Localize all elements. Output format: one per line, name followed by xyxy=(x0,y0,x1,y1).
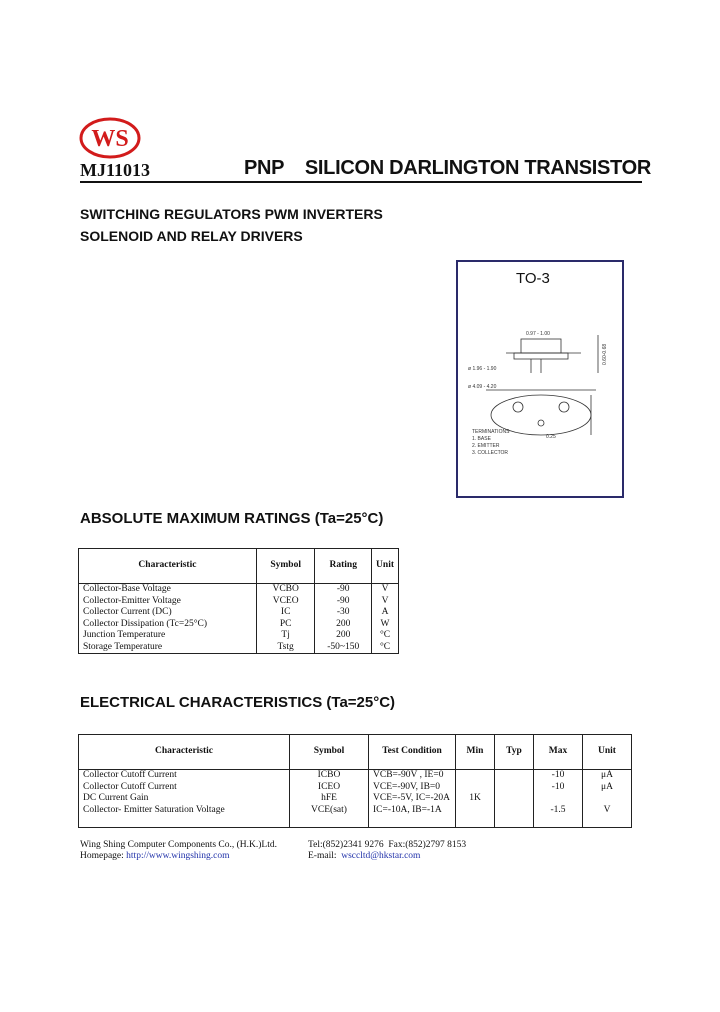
table-row: Collector Cutoff Current Collector Cutoff Current DC Current Gain Collector- Emitter Saturation Voltage ICBO ICEO hFE VCE(sat) VCB=-90V , IE=0 VCE=-90V, IB=0 VCE=-5V, IC=-20A IC=-10A, IB=-1A 1K -10 -10 -1.5 μA μA V xyxy=(79,770,632,828)
footer-phone: Tel:(852)2341 9276 Fax:(852)2797 8153 xyxy=(308,840,467,850)
col-unit: Unit xyxy=(583,735,632,770)
termination-heading: TERMINATIONS xyxy=(472,429,510,435)
feature-line-1: SWITCHING REGULATORS PWM INVERTERS xyxy=(80,206,383,222)
col-symbol: Symbol xyxy=(290,735,369,770)
email-link[interactable]: wsccltd@hkstar.com xyxy=(341,851,421,861)
package-outline-drawing xyxy=(466,325,616,465)
feature-line-2: SOLENOID AND RELAY DRIVERS xyxy=(80,228,303,244)
dim-label-2: ø 1.96 - 1.90 xyxy=(468,366,497,372)
footer-company: Wing Shing Computer Components Co., (H.K.)Ltd. xyxy=(80,840,277,850)
company-logo xyxy=(78,116,142,160)
col-test-condition: Test Condition xyxy=(369,735,456,770)
col-rating: Rating xyxy=(315,549,372,584)
elec-table xyxy=(78,734,632,828)
abs-max-heading: ABSOLUTE MAXIMUM RATINGS (Ta=25°C) xyxy=(80,510,384,527)
dim-label-1: 0.97 - 1.00 xyxy=(526,331,550,337)
col-unit: Unit xyxy=(372,549,399,584)
col-characteristic: Characteristic xyxy=(79,549,257,584)
table-header-row xyxy=(79,549,399,584)
dim-label-5: 0.60-0.68 xyxy=(602,343,608,365)
abs-max-table xyxy=(78,548,399,654)
package-name: TO-3 xyxy=(516,270,550,287)
svg-text:WS: WS xyxy=(91,126,129,152)
col-characteristic: Characteristic xyxy=(79,735,290,770)
termination-2: 2. EMITTER xyxy=(472,443,500,449)
footer-email: E-mail: wsccltd@hkstar.com xyxy=(308,851,421,861)
col-typ: Typ xyxy=(495,735,534,770)
dim-label-4: 0.25 xyxy=(546,434,556,440)
table-header-row xyxy=(79,735,632,770)
page-title: PNP SILICON DARLINGTON TRANSISTOR xyxy=(244,157,652,179)
footer-homepage: Homepage: http://www.wingshing.com xyxy=(80,851,230,861)
header-rule xyxy=(80,181,642,183)
termination-1: 1. BASE xyxy=(472,436,491,442)
table-row: Collector-Base Voltage Collector-Emitter Voltage Collector Current (DC) Collector Dissipation (Tc=25°C) Junction Temperature Storage Temperature VCBO VCEO IC PC Tj Tstg -90 -90 -30 200 200 -50~150 V V A W °C °C xyxy=(79,584,399,654)
homepage-link[interactable]: http://www.wingshing.com xyxy=(126,851,230,861)
col-symbol: Symbol xyxy=(256,549,315,584)
col-min: Min xyxy=(456,735,495,770)
col-max: Max xyxy=(534,735,583,770)
part-number: MJ11013 xyxy=(80,160,150,180)
termination-3: 3. COLLECTOR xyxy=(472,450,509,456)
elec-heading: ELECTRICAL CHARACTERISTICS (Ta=25°C) xyxy=(80,694,396,711)
dim-label-3: ø 4.09 - 4.20 xyxy=(468,384,497,390)
